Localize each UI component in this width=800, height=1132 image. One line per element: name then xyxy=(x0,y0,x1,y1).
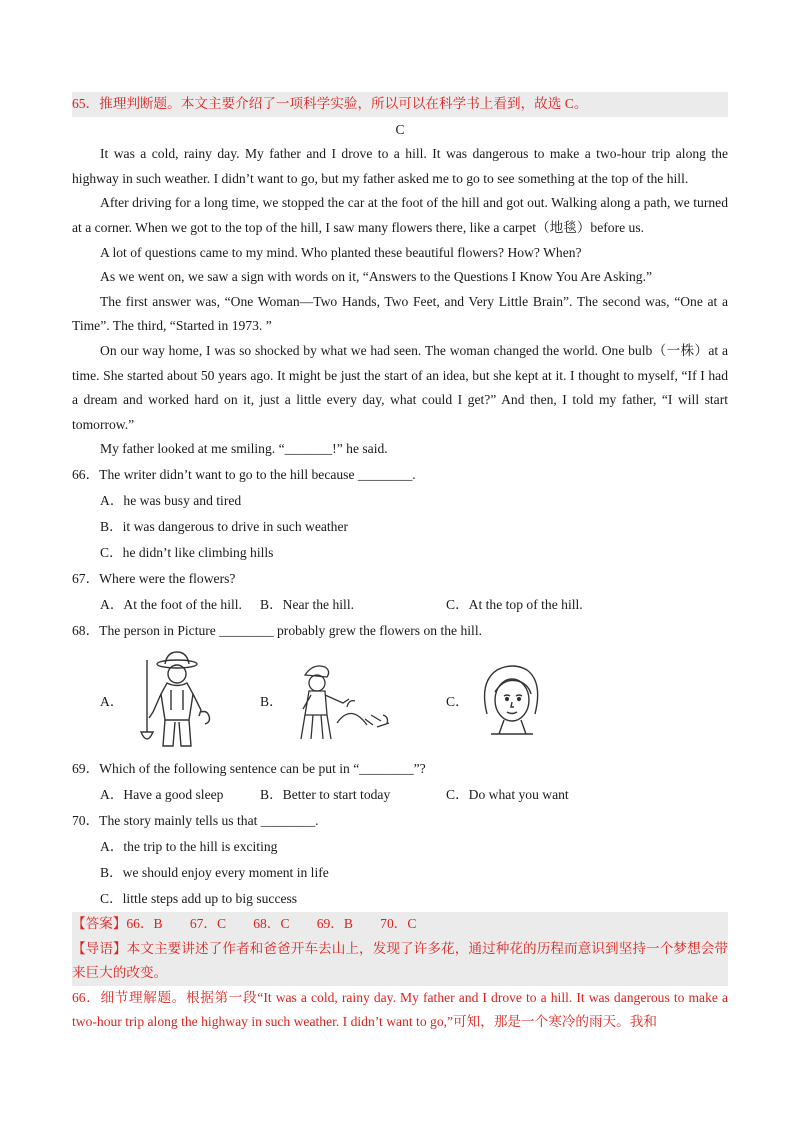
question-66: 66．The writer didn’t want to go to the hill because ________. xyxy=(72,466,416,482)
question-69: 69．Which of the following sentence can be put in “________”? xyxy=(72,760,426,776)
guide-text: 【导语】本文主要讲述了作者和爸爸开车去山上，发现了许多花，通过种花的历程而意识到坚持一个梦想会带来巨大的改变。 xyxy=(72,937,728,986)
question-70: 70．The story mainly tells us that ________. xyxy=(72,812,319,828)
picture-option-a xyxy=(100,650,260,750)
option-67a: A．At the foot of the hill. xyxy=(100,596,242,612)
option-69c: C．Do what you want xyxy=(446,786,569,802)
picture-option-b xyxy=(260,655,446,745)
answer-key: 【答案】66．B 67．C 68．C 69．B 70．C xyxy=(72,912,728,937)
passage-paragraph: After driving for a long time, we stopped the car at the foot of the hill and got out. Walking along a path, we turned at a corner. When we got to the top of the hill, I saw many flowers there, like a carpet（地毯）before us. xyxy=(72,195,728,235)
explanation-66: 66．细节理解题。根据第一段“It was a cold, rainy day. My father and I drove to a hill. It was dangerous to make a two-hour trip along the highway in such weather. I didn’t want to go,”可知，那是一个寒冷的雨天。我和 xyxy=(72,989,728,1030)
options-67 xyxy=(72,592,728,618)
option-66c: C．he didn’t like climbing hills xyxy=(100,544,274,560)
gardener-man-picture xyxy=(131,650,221,750)
options-69 xyxy=(72,782,728,808)
passage-label: C xyxy=(395,121,405,137)
option-66a: A．he was busy and tired xyxy=(100,492,242,508)
option-67b: B．Near the hill. xyxy=(260,596,355,612)
option-66b: B．it was dangerous to drive in such weather xyxy=(100,518,349,534)
option-68c-label: C． xyxy=(446,693,469,709)
boy-planting-picture xyxy=(291,655,401,745)
option-68a-label: A． xyxy=(100,693,124,709)
option-69a: A．Have a good sleep xyxy=(100,786,224,802)
option-69b: B．Better to start today xyxy=(260,786,391,802)
passage-paragraph: As we went on, we saw a sign with words on it, “Answers to the Questions I Know You Are Asking.” xyxy=(100,269,653,285)
previous-explanation: 65．推理判断题。本文主要介绍了一项科学实验，所以可以在科学书上看到，故选 C。 xyxy=(72,92,728,117)
option-70b: B．we should enjoy every moment in life xyxy=(100,864,329,880)
document-page xyxy=(72,92,728,1035)
option-70c: C．little steps add up to big success xyxy=(100,890,298,906)
passage-paragraph: My father looked at me smiling. “_______!” he said. xyxy=(100,441,388,457)
passage-paragraph: On our way home, I was so shocked by what we had seen. The woman changed the world. One bulb（一株）at a time. She started about 50 years ago. It might be just the start of an idea, but she kept at it. I thought to myself, “If I had a dream and worked hard on it, just a little every day, what could I get?” And then, I told my father, “I will start tomorrow.” xyxy=(72,342,728,432)
question-67: 67．Where were the flowers? xyxy=(72,570,236,586)
woman-face-picture xyxy=(477,662,547,738)
passage-paragraph: It was a cold, rainy day. My father and I drove to a hill. It was dangerous to make a two-hour trip along the highway in such weather. I didn’t want to go, but my father asked me to go to see something at the top of the hill. xyxy=(72,146,728,186)
question-68: 68．The person in Picture ________ probably grew the flowers on the hill. xyxy=(72,622,482,638)
picture-options-68 xyxy=(72,644,728,756)
option-68b-label: B． xyxy=(260,693,283,709)
passage-paragraph: The first answer was, “One Woman—Two Hands, Two Feet, and Very Little Brain”. The second was, “One at a Time”. The third, “Started in 1973. ” xyxy=(72,293,728,334)
option-67c: C．At the top of the hill. xyxy=(446,596,583,612)
passage-paragraph: A lot of questions came to my mind. Who planted these beautiful flowers? How? When? xyxy=(100,244,582,260)
picture-option-c xyxy=(446,662,547,738)
option-70a: A．the trip to the hill is exciting xyxy=(100,838,278,854)
